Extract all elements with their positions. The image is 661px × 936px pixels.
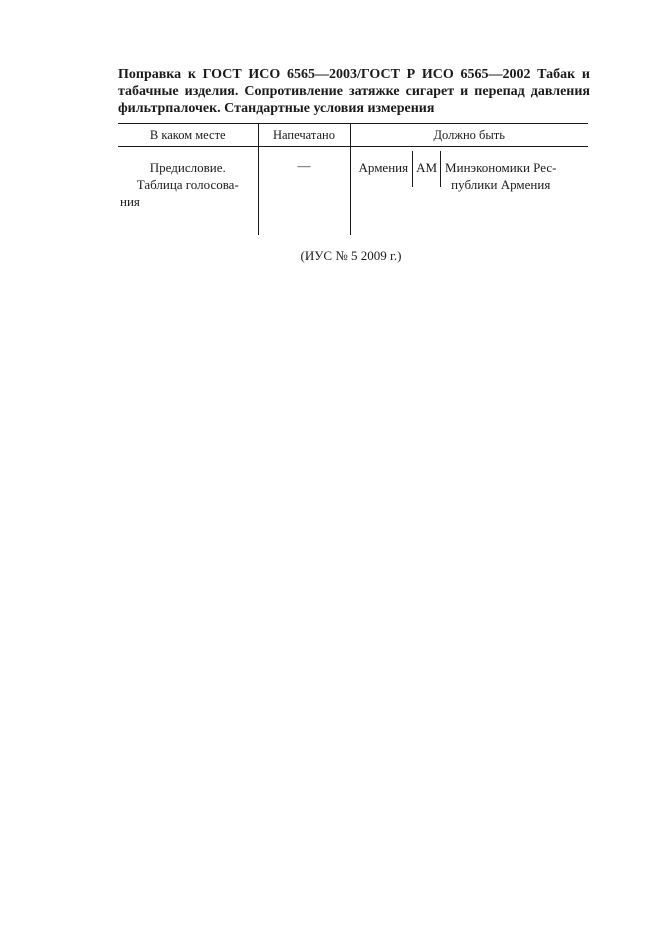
table-header-row <box>118 124 588 147</box>
place-line-2: Таблица голосова- <box>136 177 239 192</box>
source-note: (ИУС № 5 2009 г.) <box>300 248 402 263</box>
header-should-be: Должно быть <box>350 124 588 147</box>
place-line-1: Предисловие. <box>149 160 226 175</box>
table-row <box>118 147 588 236</box>
voting-subtable <box>351 147 589 193</box>
header-printed: Напечатано <box>258 124 350 147</box>
standards-body <box>441 151 556 193</box>
standards-body-line-1: Минэкономики Рес- <box>445 160 557 175</box>
place-line-3: ния <box>120 194 140 209</box>
country-code: AM <box>412 151 441 187</box>
cell-place <box>118 147 258 236</box>
cell-printed: — <box>258 147 350 236</box>
correction-table <box>118 123 588 235</box>
document-title: Поправка к ГОСТ ИСО 6565—2003/ГОСТ Р ИСО 6565—2002 Табак и табачные изделия. Сопротивление затяжке сигарет и перепад давления фильтрпалочек. Стандартные условия измерения <box>118 67 590 116</box>
cell-should-be <box>350 147 588 236</box>
header-place: В каком месте <box>118 124 258 147</box>
country-name: Армения <box>358 160 409 175</box>
standards-body-line-2: публики Армения <box>451 177 551 192</box>
